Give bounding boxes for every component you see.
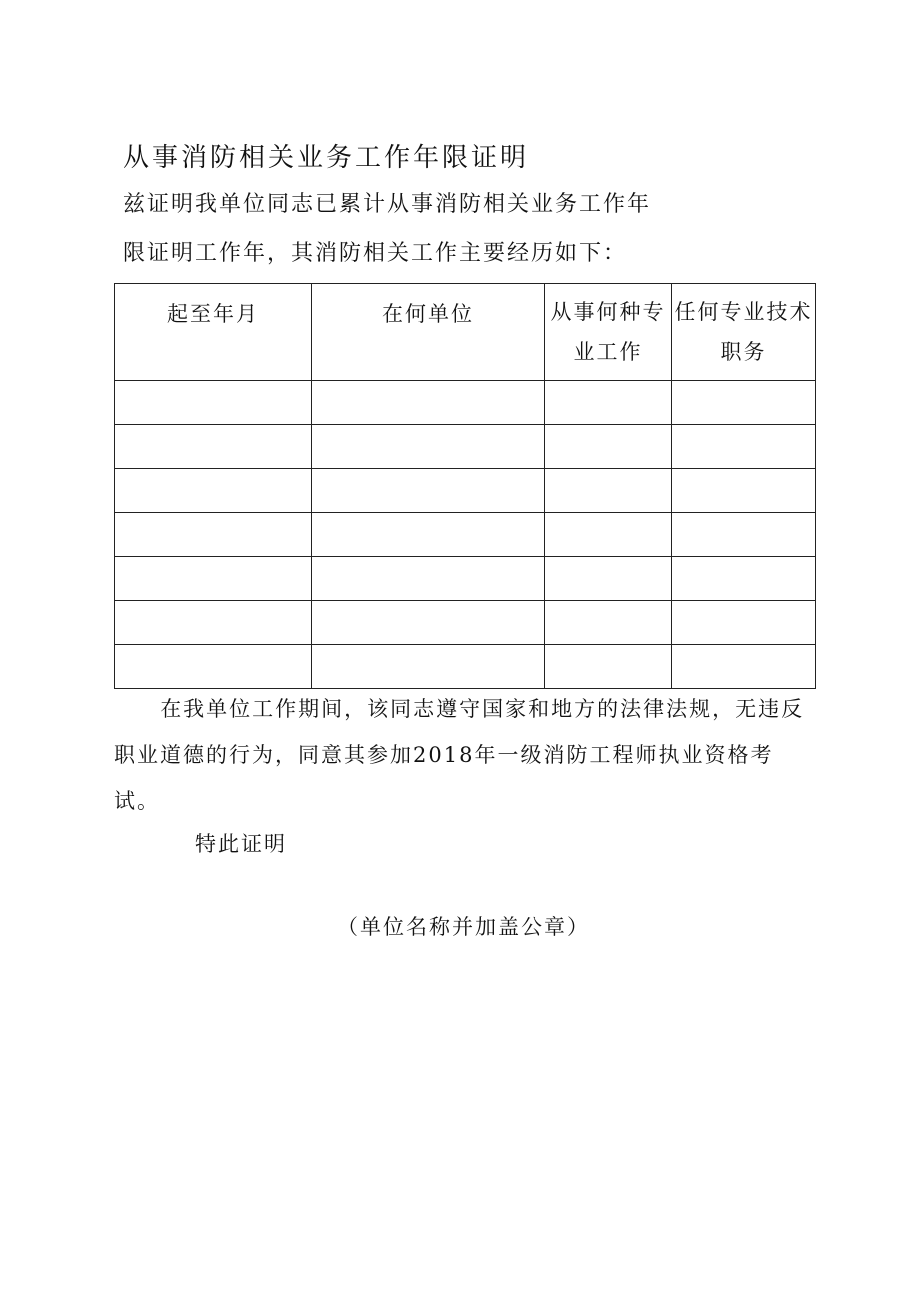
header-tech-title	[672, 284, 816, 381]
seal-note: （单位名称并加盖公章）	[337, 915, 590, 939]
table-cell[interactable]	[545, 645, 672, 689]
header-work-type-line2: 业工作	[573, 340, 643, 364]
table-cell[interactable]	[672, 601, 816, 645]
table-cell[interactable]	[545, 513, 672, 557]
closing-phrase: 特此证明	[195, 832, 287, 856]
table-cell[interactable]	[545, 469, 672, 513]
table-cell[interactable]	[672, 381, 816, 425]
table-cell[interactable]	[312, 601, 545, 645]
table-cell[interactable]	[115, 557, 312, 601]
table-cell[interactable]	[672, 513, 816, 557]
table-row	[115, 557, 816, 601]
table-header-row	[115, 284, 816, 381]
work-history-table	[114, 283, 816, 689]
table-cell[interactable]	[115, 381, 312, 425]
table-cell[interactable]	[545, 557, 672, 601]
body-paragraph-block	[114, 686, 814, 824]
table-cell[interactable]	[545, 425, 672, 469]
table-cell[interactable]	[672, 469, 816, 513]
table-cell[interactable]	[312, 645, 545, 689]
table-cell[interactable]	[545, 601, 672, 645]
table-row	[115, 601, 816, 645]
header-period	[115, 284, 312, 381]
intro-line-1: 兹证明我单位同志已累计从事消防相关业务工作年	[123, 192, 652, 217]
table-cell[interactable]	[672, 557, 816, 601]
table-cell[interactable]	[115, 513, 312, 557]
table-cell[interactable]	[312, 513, 545, 557]
body-paragraph: 在我单位工作期间，该同志遵守国家和地方的法律法规，无违反职业道德的行为，同意其参加2018年一级消防工程师执业资格考试。	[114, 697, 805, 813]
table-row	[115, 469, 816, 513]
table-cell[interactable]	[115, 645, 312, 689]
header-work-type-line1: 从事何种专	[550, 300, 666, 324]
table-cell[interactable]	[312, 469, 545, 513]
table-row	[115, 645, 816, 689]
header-tech-title-line1: 任何专业技术	[674, 300, 813, 324]
table-cell[interactable]	[115, 601, 312, 645]
table-cell[interactable]	[312, 381, 545, 425]
table-cell[interactable]	[312, 425, 545, 469]
table-cell[interactable]	[545, 381, 672, 425]
table-cell[interactable]	[115, 425, 312, 469]
table-row	[115, 513, 816, 557]
table-cell[interactable]	[672, 425, 816, 469]
header-employer	[312, 284, 545, 381]
table-cell[interactable]	[115, 469, 312, 513]
table-row	[115, 381, 816, 425]
intro-line-2: 限证明工作年，其消防相关工作主要经历如下：	[123, 241, 628, 266]
table-cell[interactable]	[312, 557, 545, 601]
table-cell[interactable]	[672, 645, 816, 689]
header-employer-label: 在何单位	[382, 302, 474, 326]
document-title: 从事消防相关业务工作年限证明	[123, 143, 530, 173]
header-work-type	[545, 284, 672, 381]
table-row	[115, 425, 816, 469]
header-tech-title-line2: 职务	[720, 340, 767, 364]
header-period-label: 起至年月	[167, 302, 259, 326]
